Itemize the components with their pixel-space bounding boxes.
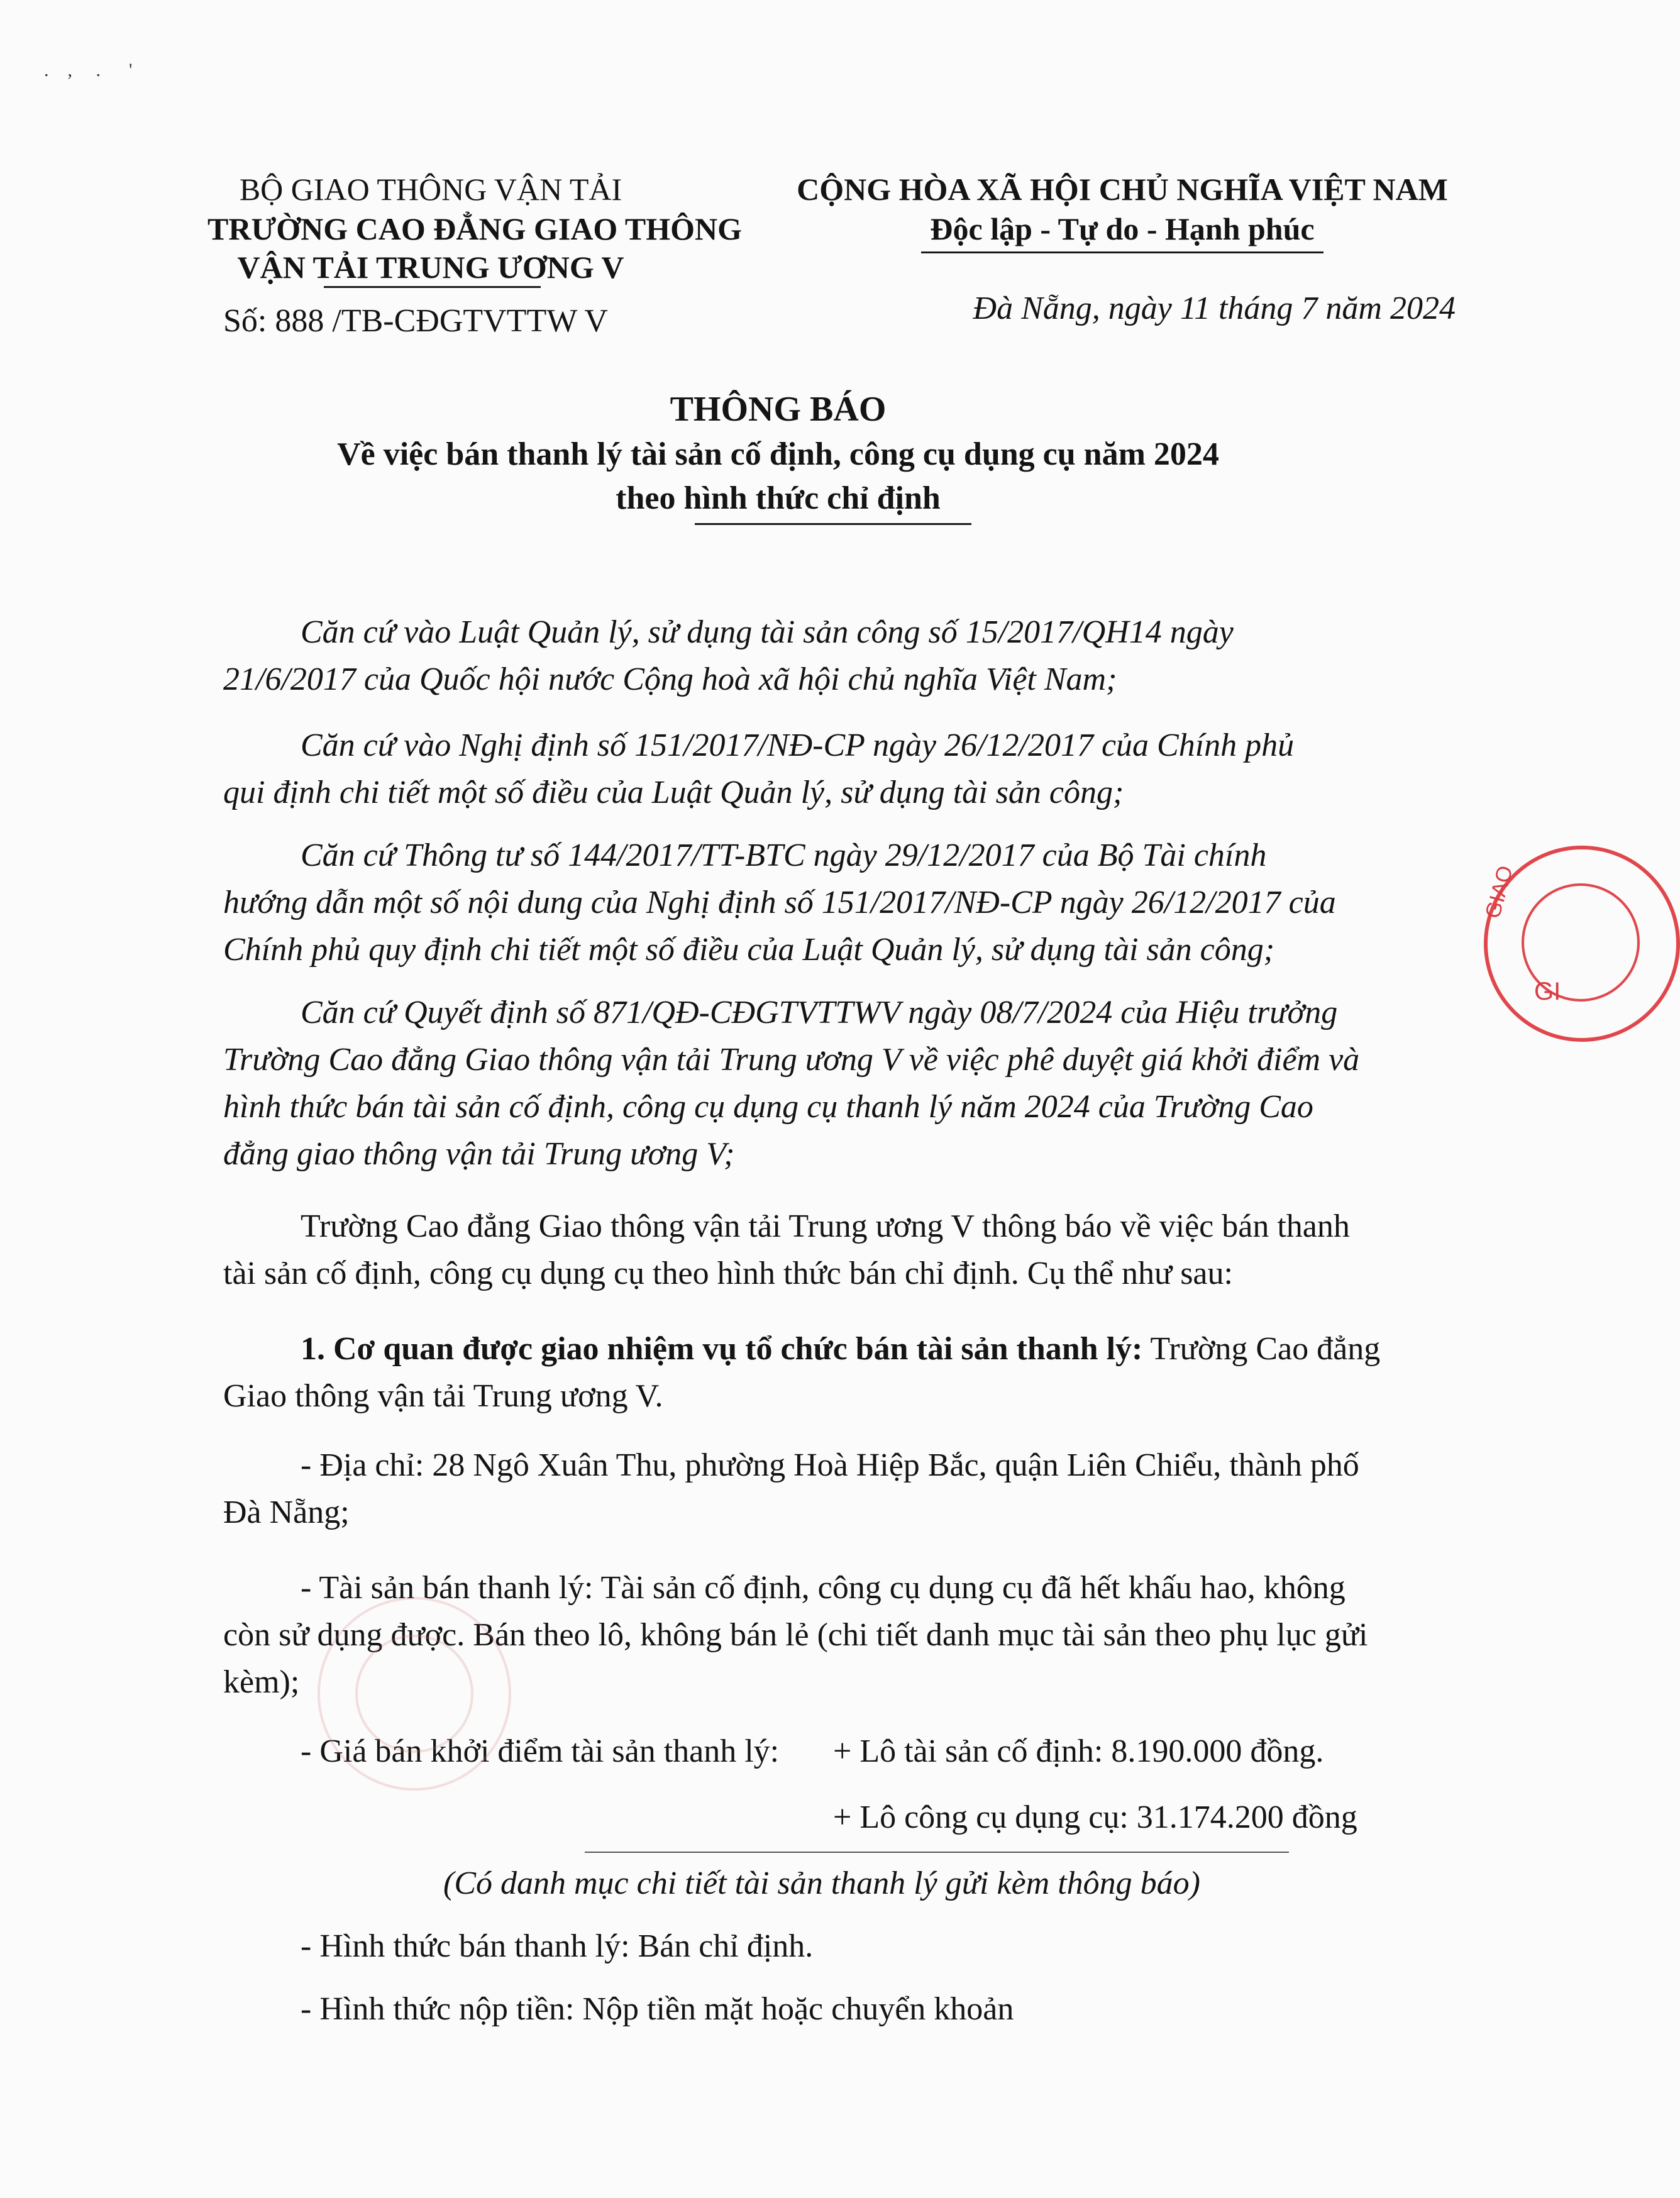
legal-basis-3-line3: Chính phủ quy định chi tiết một số điều của Luật Quản lý, sử dụng tài sản công;: [223, 932, 1275, 968]
stamp-text-side: GI: [1534, 978, 1561, 1005]
ministry-name: BỘ GIAO THÔNG VẬN TẢI: [239, 172, 622, 207]
sale-form-line: - Hình thức bán thanh lý: Bán chỉ định.: [301, 1928, 814, 1964]
assets-line1: - Tài sản bán thanh lý: Tài sản cố định, công cụ dụng cụ đã hết khấu hao, không: [301, 1570, 1346, 1606]
document-subtitle-line1: Về việc bán thanh lý tài sản cố định, công cụ dụng cụ năm 2024: [337, 436, 1219, 472]
starting-price-fixed-assets: + Lô tài sản cố định: 8.190.000 đồng.: [833, 1733, 1324, 1769]
section-1-heading-rest: Trường Cao đẳng: [1142, 1331, 1381, 1367]
starting-price-tools: + Lô công cụ dụng cụ: 31.174.200 đồng: [833, 1799, 1357, 1835]
legal-basis-3-line1: Căn cứ Thông tư số 144/2017/TT-BTC ngày 29/12/2017 của Bộ Tài chính: [301, 837, 1267, 873]
school-name-underline: [324, 286, 541, 288]
national-motto: Độc lập - Tự do - Hạnh phúc: [930, 211, 1315, 246]
stamp-text-top: GIAO: [1481, 863, 1518, 921]
intro-line2: tài sản cố định, công cụ dụng cụ theo hình thức bán chỉ định. Cụ thể như sau:: [223, 1256, 1233, 1291]
legal-basis-4-line3: hình thức bán tài sản cố định, công cụ dụng cụ thanh lý năm 2024 của Trường Cao: [223, 1089, 1313, 1125]
attachment-note: (Có danh mục chi tiết tài sản thanh lý gửi kèm thông báo): [443, 1865, 1200, 1901]
section-1-heading: 1. Cơ quan được giao nhiệm vụ tổ chức bán tài sản thanh lý:: [301, 1331, 1143, 1367]
address-line2: Đà Nẵng;: [223, 1494, 350, 1530]
intro-line1: Trường Cao đẳng Giao thông vận tải Trung ương V thông báo về việc bán thanh: [301, 1208, 1350, 1244]
assets-line3: kèm);: [223, 1664, 300, 1700]
legal-basis-4-line2: Trường Cao đẳng Giao thông vận tải Trung ương V về việc phê duyệt giá khởi điểm và: [223, 1042, 1360, 1078]
document-number: Số: 888 /TB-CĐGTVTTW V: [223, 303, 608, 339]
address-line1: - Địa chỉ: 28 Ngô Xuân Thu, phường Hoà Hiệp Bắc, quận Liên Chiểu, thành phố: [301, 1447, 1359, 1483]
payment-form-line: - Hình thức nộp tiền: Nộp tiền mặt hoặc chuyển khoản: [301, 1991, 1014, 2027]
legal-basis-3-line2: hướng dẫn một số nội dung của Nghị định số 151/2017/NĐ-CP ngày 26/12/2017 của: [223, 885, 1336, 920]
title-underline: [695, 523, 971, 525]
place-and-date: Đà Nẵng, ngày 11 tháng 7 năm 2024: [973, 290, 1456, 326]
faint-stamp-inner-ring: [355, 1635, 473, 1753]
legal-basis-4-line1: Căn cứ Quyết định số 871/QĐ-CĐGTVTTWV ngày 08/7/2024 của Hiệu trưởng: [301, 995, 1338, 1030]
legal-basis-1-line1: Căn cứ vào Luật Quản lý, sử dụng tài sản công số 15/2017/QH14 ngày: [301, 614, 1234, 650]
price-divider: [585, 1852, 1289, 1853]
school-name-line1: TRƯỜNG CAO ĐẲNG GIAO THÔNG: [207, 211, 743, 246]
legal-basis-2-line2: qui định chi tiết một số điều của Luật Quản lý, sử dụng tài sản công;: [223, 775, 1124, 810]
motto-underline: [921, 251, 1324, 253]
section-1-line2: Giao thông vận tải Trung ương V.: [223, 1378, 663, 1414]
starting-price-label: - Giá bán khởi điểm tài sản thanh lý:: [301, 1733, 780, 1769]
assets-line2: còn sử dụng được. Bán theo lô, không bán lẻ (chi tiết danh mục tài sản theo phụ lục gửi: [223, 1617, 1368, 1653]
document-subtitle-line2: theo hình thức chỉ định: [616, 480, 941, 516]
school-name-line2: VẬN TẢI TRUNG ƯƠNG V: [237, 250, 624, 285]
country-name: CỘNG HÒA XÃ HỘI CHỦ NGHĨA VIỆT NAM: [797, 172, 1448, 207]
section-1-heading-line: [301, 1327, 1380, 1372]
scan-specks: . , . ': [44, 60, 133, 80]
document-title: THÔNG BÁO: [670, 390, 887, 429]
legal-basis-4-line4: đẳng giao thông vận tải Trung ương V;: [223, 1136, 735, 1172]
legal-basis-1-line2: 21/6/2017 của Quốc hội nước Cộng hoà xã hội chủ nghĩa Việt Nam;: [223, 661, 1117, 697]
legal-basis-2-line1: Căn cứ vào Nghị định số 151/2017/NĐ-CP ngày 26/12/2017 của Chính phủ: [301, 727, 1295, 763]
